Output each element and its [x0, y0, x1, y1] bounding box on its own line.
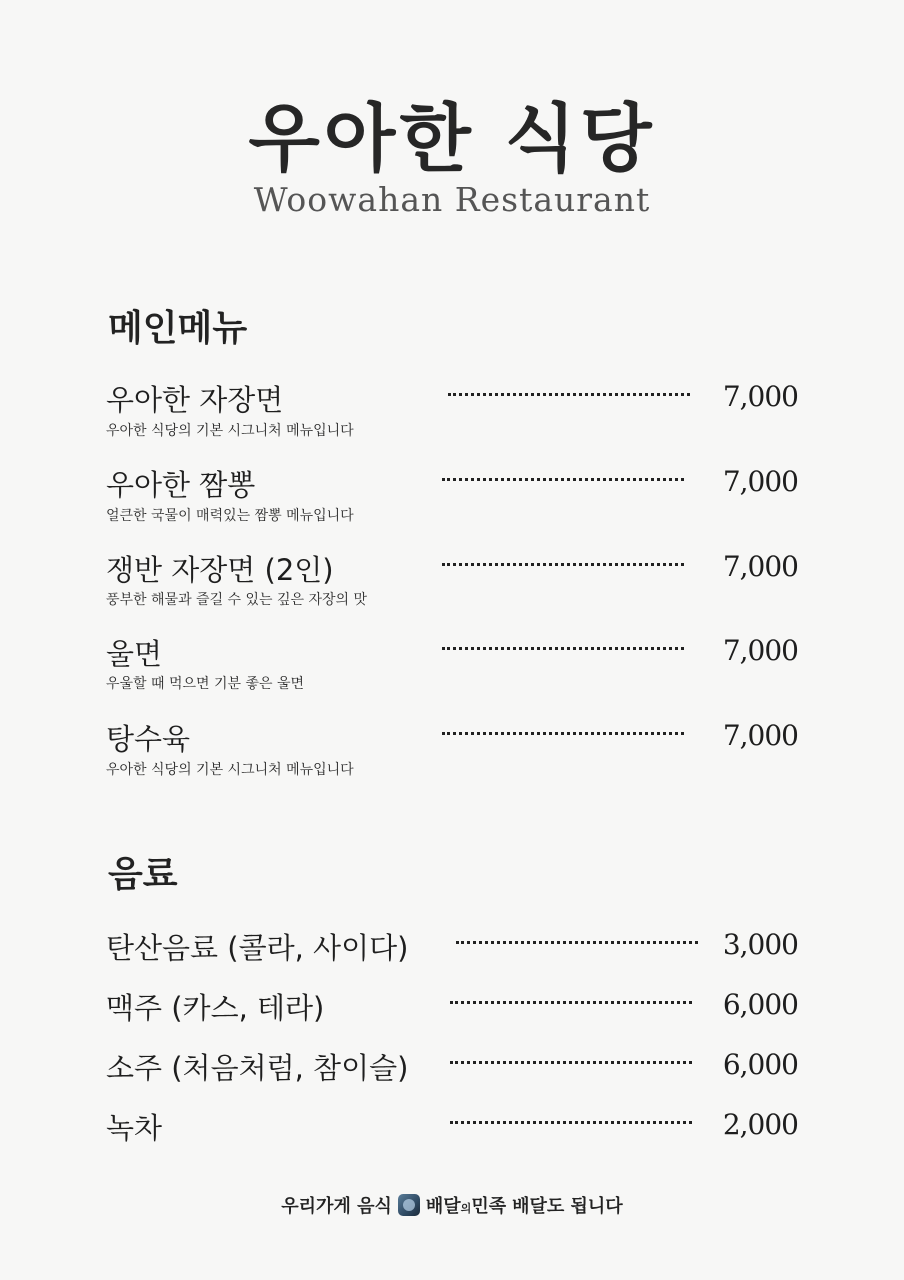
drink-item-price: 6,000 [722, 988, 798, 1021]
baemin-app-icon [398, 1194, 420, 1216]
drink-item-name: 녹차 [106, 1111, 163, 1145]
dotted-leader [450, 1061, 692, 1064]
section-title-drinks: 음료 [108, 854, 178, 895]
drink-item-price: 2,000 [722, 1108, 798, 1141]
menu-item-price: 7,000 [722, 380, 798, 413]
brand-part-b: 의 [460, 1202, 472, 1215]
menu-item-price: 7,000 [722, 719, 798, 752]
footer-text-before: 우리가게 음식 [281, 1196, 392, 1217]
dotted-leader [442, 563, 684, 566]
delivery-footer [0, 1192, 904, 1218]
menu-item-description: 얼큰한 국물이 매력있는 짬뽕 메뉴입니다 [106, 508, 354, 524]
drink-item-name: 맥주 (카스, 테라) [106, 991, 325, 1025]
menu-item-description: 풍부한 해물과 즐길 수 있는 깊은 자장의 맛 [106, 592, 368, 608]
menu-item-price: 7,000 [722, 465, 798, 498]
menu-item-name: 우아한 짬뽕 [106, 468, 256, 502]
menu-item-description: 우울할 때 먹으면 기분 좋은 울면 [106, 676, 305, 692]
footer-text-after: 배달도 됩니다 [512, 1196, 623, 1217]
dotted-leader [450, 1001, 692, 1004]
dotted-leader [450, 1121, 692, 1124]
dotted-leader [442, 478, 684, 481]
drink-item-price: 3,000 [722, 928, 798, 961]
drink-item-price: 6,000 [722, 1048, 798, 1081]
restaurant-subtitle: Woowahan Restaurant [253, 180, 651, 219]
menu-item-description: 우아한 식당의 기본 시그니처 메뉴입니다 [106, 423, 354, 439]
dotted-leader [456, 941, 698, 944]
brand-name [426, 1192, 506, 1218]
menu-item-name: 탕수육 [106, 722, 191, 756]
dotted-leader [442, 732, 684, 735]
dotted-leader [448, 393, 690, 396]
restaurant-title: 우아한 식당 [248, 96, 656, 182]
dotted-leader [442, 647, 684, 650]
menu-item-name: 쟁반 자장면 (2인) [106, 553, 334, 587]
menu-item-name: 우아한 자장면 [106, 383, 284, 417]
menu-item-name: 울면 [106, 637, 163, 671]
section-title-main-menu: 메인메뉴 [108, 308, 248, 349]
menu-item-description: 우아한 식당의 기본 시그니처 메뉴입니다 [106, 762, 354, 778]
brand-part-c: 민족 [471, 1196, 507, 1217]
drink-item-name: 소주 (처음처럼, 참이슬) [106, 1051, 409, 1085]
drink-item-name: 탄산음료 (콜라, 사이다) [106, 931, 409, 965]
brand-part-a: 배달 [425, 1196, 461, 1217]
menu-item-price: 7,000 [722, 634, 798, 667]
menu-item-price: 7,000 [722, 550, 798, 583]
